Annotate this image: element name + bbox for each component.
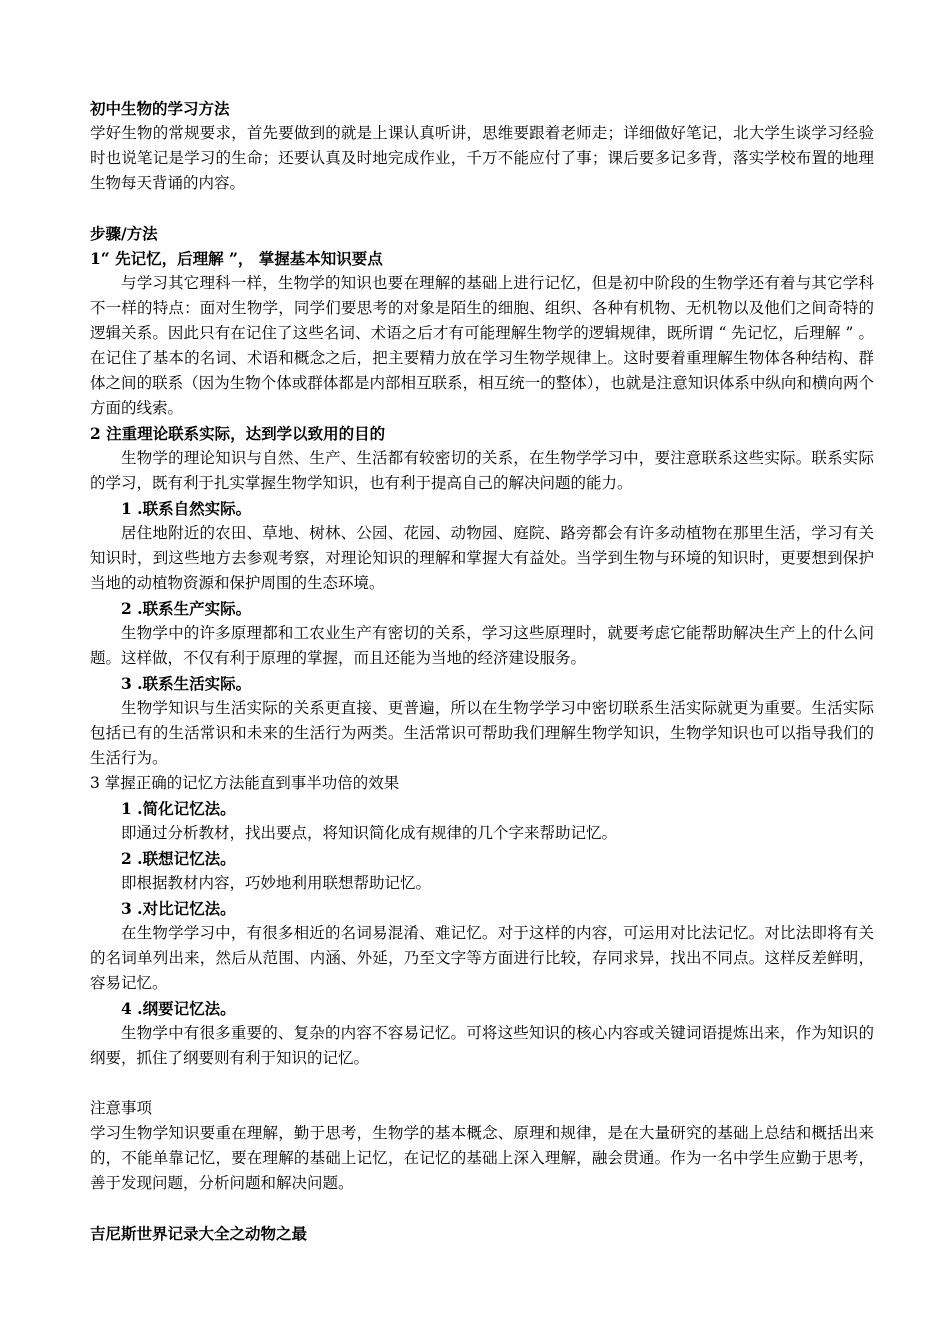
step3-simplify-title: 1 .简化记忆法。	[121, 799, 236, 818]
step2-production-paragraph: 生物学中的许多原理都和工农业生产有密切的关系，学习这些原理时，就要考虑它能帮助解决生产上的什么问题。这样做，不仅有利于原理的掌握，而且还能为当地的经济建设服务。	[90, 624, 874, 667]
notes-paragraph: 学习生物学知识要重在理解，勤于思考，生物学的基本概念、原理和规律，是在大量研究的基础上总结和概括出来的，不能单靠记忆，要在理解的基础上记忆，在记忆的基础上深入理解，融会贯通。作为一名中学生应勤于思考，善于发现问题，分析问题和解决问题。	[90, 1124, 874, 1192]
step2-nature-title: 1 .联系自然实际。	[121, 499, 252, 518]
step3-outline-title: 4 .纲要记忆法。	[121, 999, 236, 1018]
footer-title: 吉尼斯世界记录大全之动物之最	[90, 1224, 308, 1243]
step3-associate-paragraph: 即根据教材内容，巧妙地利用联想帮助记忆。	[121, 874, 432, 892]
step1-paragraph: 与学习其它理科一样，生物学的知识也要在理解的基础上进行记忆，但是初中阶段的生物学还有着与其它学科不一样的特点：面对生物学，同学们要思考的对象是陌生的细胞、组织、各种有机物、无机物以及他们之间奇特的逻辑关系。因此只有在记住了这些名词、术语之后才有可能理解生物学的逻辑规律，既所谓 “ 先记忆，后理解 ” 。在记住了基本的名词、术语和概念之后，把主要精力放在学习生物学规律上。这时要着重理解生物体各种结构、群体之间的联系（因为生物个体或群体都是内部相互联系，相互统一的整体），也就是注意知识体系中纵向和横向两个方面的线索。	[90, 274, 874, 417]
spacer	[90, 1196, 874, 1221]
step2-production-title: 2 .联系生产实际。	[121, 599, 252, 618]
step2-life-paragraph: 生物学知识与生活实际的关系更直接、更普遍，所以在生物学学习中密切联系生活实际就更为重要。生活实际包括已有的生活常识和未来的生活行为两类。生活常识可帮助我们理解生物学知识，生物学知识也可以指导我们的生活行为。	[90, 699, 874, 767]
document-page	[90, 96, 874, 1246]
step2-life-title: 3 .联系生活实际。	[121, 674, 252, 693]
step2-title: 2 注重理论联系实际，达到学以致用的目的	[90, 424, 386, 443]
notes-title: 注意事项	[90, 1099, 153, 1117]
step3-compare-paragraph: 在生物学学习中，有很多相近的名词易混淆、难记忆。对于这样的内容，可运用对比法记忆。对比法即将有关的名词单列出来，然后从范围、内涵、外延，乃至文字等方面进行比较，存同求异，找出不同点。这样反差鲜明，容易记忆。	[90, 924, 874, 992]
intro-title: 初中生物的学习方法	[90, 99, 230, 118]
step2-nature-paragraph: 居住地附近的农田、草地、树林、公园、花园、动物园、庭院、路旁都会有许多动植物在那里生活，学习有关知识时，到这些地方去参观考察，对理论知识的理解和掌握大有益处。当学到生物与环境的知识时，更要想到保护当地的动植物资源和保护周围的生态环境。	[90, 524, 874, 592]
spacer	[90, 1071, 874, 1096]
spacer	[90, 196, 874, 221]
intro-paragraph: 学好生物的常规要求，首先要做到的就是上课认真听讲，思维要跟着老师走；详细做好笔记，北大学生谈学习经验时也说笔记是学习的生命；还要认真及时地完成作业，千万不能应付了事；课后要多记多背，落实学校布置的地理生物每天背诵的内容。	[90, 124, 874, 192]
step2-paragraph: 生物学的理论知识与自然、生产、生活都有较密切的关系，在生物学学习中，要注意联系这些实际。联系实际的学习，既有利于扎实掌握生物学知识，也有利于提高自己的解决问题的能力。	[90, 449, 874, 492]
step3-simplify-paragraph: 即通过分析教材，找出要点，将知识简化成有规律的几个字来帮助记忆。	[121, 824, 618, 842]
step3-associate-title: 2 .联想记忆法。	[121, 849, 236, 868]
step3-compare-title: 3 .对比记忆法。	[121, 899, 236, 918]
step3-outline-paragraph: 生物学中有很多重要的、复杂的内容不容易记忆。可将这些知识的核心内容或关键词语提炼出来，作为知识的纲要，抓住了纲要则有利于知识的记忆。	[90, 1024, 874, 1067]
step3-title: 3 掌握正确的记忆方法能直到事半功倍的效果	[90, 774, 400, 792]
steps-heading: 步骤/方法	[90, 224, 158, 243]
step1-title: 1“ 先记忆，后理解 ”， 掌握基本知识要点	[90, 249, 383, 268]
